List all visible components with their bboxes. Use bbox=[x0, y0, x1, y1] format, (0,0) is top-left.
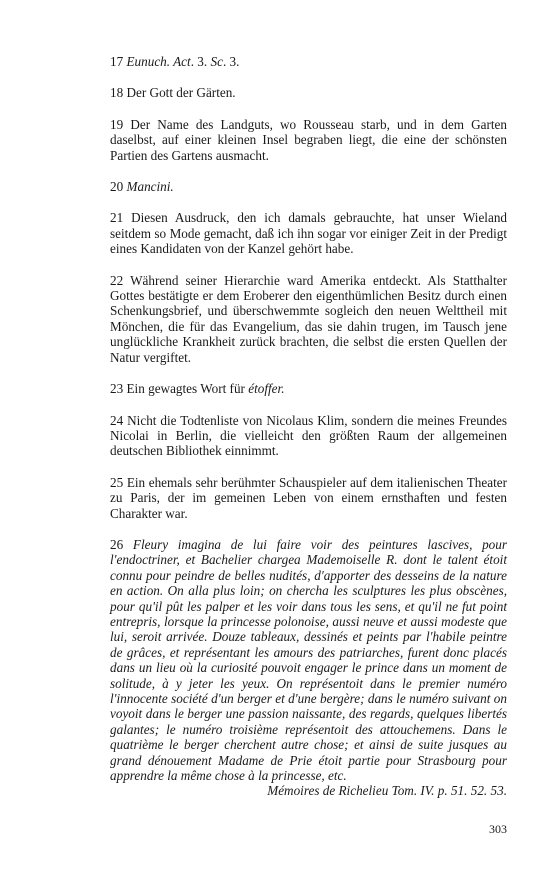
note-17 bbox=[110, 54, 507, 69]
note-text: Der Gott der Gärten. bbox=[126, 85, 236, 101]
page-number: 303 bbox=[489, 822, 507, 836]
note-number: 26 bbox=[110, 536, 124, 552]
note-number: 21 bbox=[110, 210, 124, 226]
note-text: Nicht die Todtenliste von Nicolaus Klim, sondern die meines Freundes Nicolai in Berlin, die vielleicht den größten Raum der allgemeinen deutschen Bibliothek einnimmt. bbox=[110, 412, 507, 459]
endnotes bbox=[110, 54, 507, 799]
note-number: 24 bbox=[110, 412, 124, 428]
note-number: 22 bbox=[110, 272, 124, 288]
citation: Mémoires de Richelieu Tom. IV. p. 51. 52. 53. bbox=[267, 783, 507, 799]
note-23 bbox=[110, 381, 507, 396]
note-text-italic: Eunuch. Act bbox=[126, 54, 191, 69]
note-text-italic: Fleury imagina de lui faire voir des peintures lascives, pour l'endoctriner, et Bachelier chargea Mademoiselle R. dont le talent étoit connu pour peindre de belles nudités, d'apporter des desseins de la nature en action. On alla plus loin; on chercha les sculptures les plus obscènes, pour qu'il pût les palper et les voir dans tous les sens, et qu'il ne fut point entrepris, lorsque la princesse polonoise, aussi neuve et aussi modeste que lui, seroit arrivée. Douze tableaux, dessinés et peints par l'habile peintre de grâces, et représentant les amours des patriarches, furent donc placés dans un lieu où la curiosité pouvoit engager le prince dans un moment de solitude, à y jeter les yeux. On représentoit dans le premier numéro l'innocente société d'un berger et d'une bergère; dans le numéro suivant on voyoit dans le berger une passion naissante, des regards, quelques libertés galantes; le numéro troisième représentoit des attouchemens. Dans le quatrième le berger cherchent autre chose; et ainsi de suite jusques au grand dénouement Madame de Prie étoit partie pour Strasbourg pour apprendre la même chose à la princesse, etc. bbox=[110, 536, 508, 784]
note-text: Ein ehemals sehr berühmter Schauspieler auf dem italienischen Theater zu Paris, der im gemeinen Leben von einem ernsthaften und festen Charakter war. bbox=[110, 474, 508, 521]
note-number: 19 bbox=[110, 116, 124, 132]
note-text: . 3. bbox=[222, 54, 240, 69]
note-number: 18 bbox=[110, 85, 124, 101]
note-text: Diesen Ausdruck, den ich damals gebrauchte, hat unser Wieland seitdem so Mode gemacht, daß ich ihn sogar vor einiger Zeit in der Predigt eines Kandidaten von der Kanzel gehört habe. bbox=[110, 210, 508, 257]
note-26 bbox=[110, 537, 507, 784]
note-19 bbox=[110, 117, 507, 163]
note-text: . 3. bbox=[190, 54, 211, 69]
note-number: 20 bbox=[110, 179, 124, 195]
note-24 bbox=[110, 413, 507, 459]
note-number: 25 bbox=[110, 474, 124, 490]
note-20 bbox=[110, 179, 507, 194]
note-text-italic: Sc bbox=[210, 54, 223, 69]
note-text-italic: Mancini. bbox=[126, 179, 174, 195]
note-number: 23 bbox=[110, 381, 124, 397]
note-text: Der Name des Landguts, wo Rousseau starb, und in dem Garten daselbst, auf einer kleinen Insel begraben liegt, die eine der schönsten Partien des Gartens ausmacht. bbox=[110, 116, 507, 163]
note-text: Während seiner Hierarchie ward Amerika entdeckt. Als Statthalter Gottes bestätigte er dem Eroberer den eigenthümlichen Besitz durch einen Schenkungsbrief, und überschwemmte sogleich den neuen Welttheil mit Mönchen, die für das Evangelium, das sie dahin trugen, im Tausch jene unglückliche Krankheit zurück brachten, die selbst die ersten Quellen der Natur vergiftet. bbox=[110, 272, 508, 365]
note-number: 17 bbox=[110, 54, 124, 69]
note-25 bbox=[110, 475, 507, 521]
note-18 bbox=[110, 85, 507, 100]
note-text: Ein gewagtes Wort für bbox=[126, 381, 249, 397]
note-text-italic: étoffer. bbox=[248, 381, 285, 397]
note-22 bbox=[110, 273, 507, 365]
note-21 bbox=[110, 210, 507, 256]
